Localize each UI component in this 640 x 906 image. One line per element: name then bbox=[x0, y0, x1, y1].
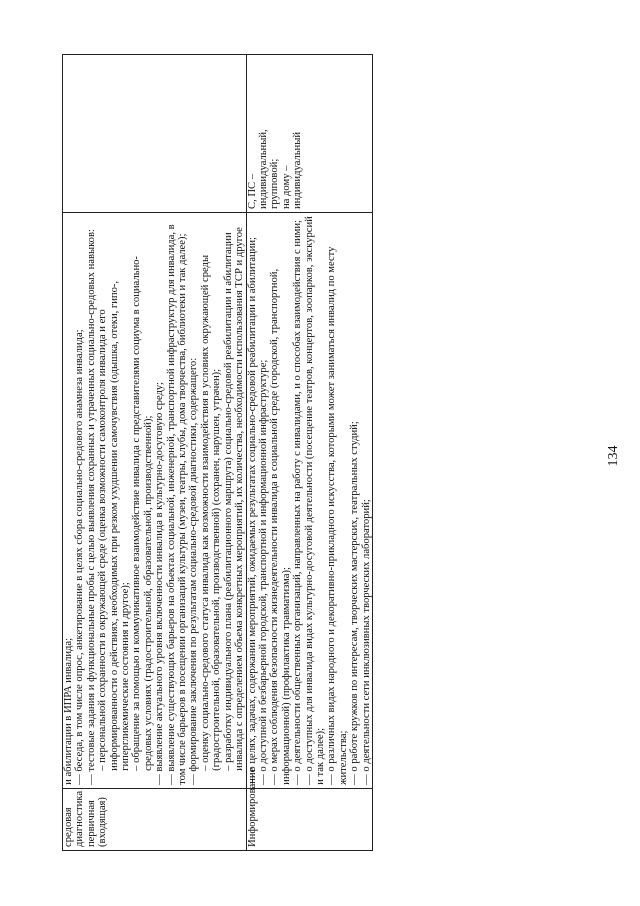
service-form-cell bbox=[63, 55, 247, 213]
content-subitem: – оценку социально-средового статуса инвалида как возможности взаимодействия в условиях окружающей среды (градостроительной, образовательной, производственной) (сохранен, нарушен, утрачен); bbox=[199, 254, 223, 771]
content-item: — выявление существующих барьеров на объектах социальной, инженерной, транспортной инфраструктур для инвалида, в том числе барьеров в посещении организаций культуры (музеи, театры, клубы, дома творчества, библиотеки и так далее); bbox=[165, 224, 189, 785]
content-subitem: – обращение за помощью и коммуникативное взаимодействие инвалида с представителями социума в социально-средовых условиях (градостроительной, образовательной, производственной); bbox=[131, 256, 154, 771]
service-form-cell bbox=[246, 55, 372, 213]
service-name-line: Информирование bbox=[246, 767, 258, 847]
content-item: — о деятельности сети инклюзивных творческих лабораторий; bbox=[360, 499, 372, 785]
content-item: — о деятельности общественных организаций, направленных на работу с инвалидами, и о способах взаимодействия с ними; bbox=[292, 220, 304, 785]
content-item: и абилитации в ИПРА инвалида; bbox=[63, 637, 74, 785]
service-content-cell bbox=[63, 213, 247, 789]
content-item: — беседа, в том числе опрос, анкетирование в целях сбора социально-средового анамнеза инвалида; bbox=[74, 329, 86, 785]
service-name-cell bbox=[63, 788, 247, 850]
service-form-line: индивидуальный, bbox=[257, 129, 269, 209]
content-item: — о мерах соблюдения безопасности жизнедеятельности инвалида в социальной среде (городской, транспортной, информационной) (профилактика травматизма); bbox=[269, 268, 292, 785]
content-item: — о целях, задачах, содержании мероприятий, ожидаемых результатах социально-средовой реабилитации и абилитации; bbox=[246, 237, 258, 785]
service-name-line: средовая bbox=[63, 807, 74, 847]
service-form-line: на дому – bbox=[280, 165, 292, 209]
service-form-line: групповой; bbox=[269, 158, 281, 209]
content-item: — о различных видах народного и декоративно-прикладного искусства, которыми может заниматься инвалид по месту жительства; bbox=[326, 246, 349, 785]
service-name-cell bbox=[246, 767, 372, 850]
service-content-cell bbox=[246, 213, 372, 789]
service-form-line: индивидуальный bbox=[292, 132, 304, 209]
service-form-line: С, ПС – bbox=[246, 173, 258, 209]
page-number: 134 bbox=[606, 445, 621, 467]
content-item: — выявление актуального уровня включенности инвалида в культурно-досуговую среду; bbox=[154, 381, 166, 785]
service-name-line: первичная bbox=[85, 800, 97, 847]
content-subitem: – персональной сохранности в окружающей среде (оценка возможности самоконтроля инвалида и его информированности о действиях, необходимых при резком ухудшении самочувствия (одышка, отеки, гипо-, гипергликемические состояния и другое); bbox=[97, 280, 132, 771]
service-name-line: (входящая) bbox=[97, 797, 109, 847]
content-item: — формирование заключения по результатам социально-средовой диагностики, содержащего: bbox=[188, 357, 200, 785]
content-item: — о работе кружков по интересам, творческих мастерских, театральных студий; bbox=[349, 421, 361, 785]
content-subitem: – разработку индивидуального плана (реабилитационного маршрута) социально-средовой реабилитации и абилитации инвалида с определением объема конкретных мероприятий, их количества, необходимости использования ТСР и другое bbox=[222, 227, 246, 771]
table-row bbox=[63, 55, 247, 851]
content-item: — о доступных для инвалида видах культурно-досуговой деятельности (посещение театров, концертов, зоопарков, экскурсий и так далее); bbox=[303, 216, 326, 785]
table-row bbox=[246, 55, 372, 851]
service-name-line: диагностика bbox=[74, 790, 86, 847]
services-table bbox=[62, 54, 373, 851]
content-item: — о доступной и безбарьерной городской, транспортной и информационной инфраструктуре; bbox=[257, 359, 269, 785]
content-item: — тестовые задания и функциональные пробы с целью выявления сохранных и утраченных социально-средовых навыков: bbox=[85, 229, 97, 785]
